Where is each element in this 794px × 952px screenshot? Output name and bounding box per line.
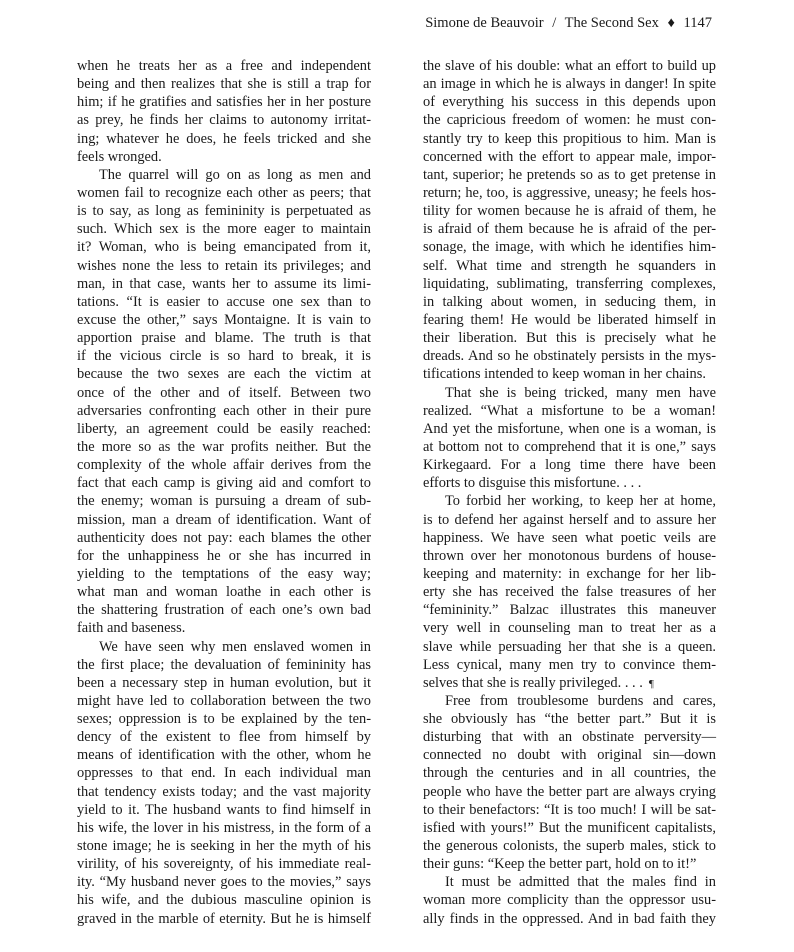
text-line-content: mission, man a dream of identification. Want of — [77, 511, 371, 528]
text-line-content: yield to it. The husband wants to find himself in — [77, 801, 371, 818]
text-line-content: the capricious freedom of women: he must con- — [423, 112, 716, 129]
text-line — [423, 420, 716, 438]
text-line-content: sexes; oppression is to be explained by the ten- — [77, 711, 371, 728]
text-line — [77, 148, 371, 166]
text-line — [77, 166, 371, 184]
text-line-content: dreads. And so he obstinately persists in the mys- — [423, 348, 716, 365]
text-line-content: isfied with yours!” But the munificent capitalists, — [423, 819, 716, 836]
text-line — [423, 674, 716, 692]
text-line — [423, 710, 716, 728]
text-line — [423, 638, 716, 656]
text-line-content: efforts to disguise this misfortune. . . . — [423, 475, 642, 492]
text-line-content: what man and woman loathe in each other is — [77, 584, 371, 601]
text-line — [77, 638, 371, 656]
text-line-content: their guns: “Keep the better part, hold on to it!” — [423, 856, 697, 873]
text-line — [77, 511, 371, 529]
text-line — [77, 130, 371, 148]
text-line-content: if the vicious circle is so hard to break, it is — [77, 348, 371, 365]
text-line-content: ally finds in the oppressed. And in bad faith they — [423, 910, 716, 927]
text-line — [77, 220, 371, 238]
header-author: Simone de Beauvoir — [425, 15, 544, 31]
text-line-content: that tendency exists today; and the vast majority — [77, 783, 371, 800]
text-line-content: feels wronged. — [77, 148, 162, 165]
text-line-content: ing; whatever he does, he feels tricked and she — [77, 130, 371, 147]
pilcrow-icon: ¶ — [648, 677, 654, 690]
text-line-content: oppresses to that end. In each individual man — [77, 765, 371, 782]
text-line — [77, 529, 371, 547]
text-line — [77, 347, 371, 365]
text-line-content: stone image; he is seeking in her the myth of his — [77, 838, 371, 855]
text-line-content: We have seen why men enslaved women in — [99, 638, 371, 655]
text-line-content: Kirkegaard. For a long time there have been — [423, 457, 716, 474]
text-line-content: women fail to recognize each other as peers; that — [77, 184, 371, 201]
text-line-content: an image in which he is always in danger! In spite — [423, 76, 716, 93]
text-line — [77, 365, 371, 383]
text-line-content: tations. “It is easier to accuse one sex than to — [77, 293, 371, 310]
text-line — [423, 855, 716, 873]
left-text-column — [77, 57, 371, 928]
text-line-content: when he treats her as a free and independent — [77, 58, 371, 74]
ornament-icon: ♦ — [667, 15, 675, 31]
text-line-content: yielding to the temptations of the easy way; — [77, 565, 371, 582]
text-line — [77, 728, 371, 746]
text-line-content: being and then realizes that she is still a trap for — [77, 76, 371, 93]
text-line — [77, 456, 371, 474]
text-line — [77, 819, 371, 837]
text-line-content: “femininity.” Balzac illustrates this maneuver — [423, 602, 716, 619]
text-line-content: means of identification with the other, whom he — [77, 747, 371, 764]
text-line-content: liberty, an agreement could be easily reached: — [77, 420, 371, 437]
text-line-content: Free from troublesome burdens and cares, — [445, 692, 716, 709]
text-line-content: people who have the better part are always crying — [423, 783, 716, 800]
text-line — [77, 801, 371, 819]
text-line-content: once of the other and of itself. Between two — [77, 384, 371, 401]
text-line — [77, 329, 371, 347]
text-line — [77, 402, 371, 420]
text-line — [423, 492, 716, 510]
text-line-content: apportion praise and blame. The truth is that — [77, 330, 371, 347]
text-line-content: woman more complicity than the oppressor usu- — [423, 892, 716, 909]
text-line — [423, 402, 716, 420]
text-line — [423, 601, 716, 619]
text-line — [77, 275, 371, 293]
text-line-content: through the centuries and in all countries, the — [423, 765, 716, 782]
text-line-content: connected no doubt with original sin—down — [423, 747, 716, 764]
text-line-content: it? Woman, who is being emancipated from it, — [77, 239, 371, 256]
text-line-content: very well in counseling man to treat her as a — [423, 620, 716, 637]
text-line — [423, 257, 716, 275]
text-line-content: is to say, as long as femininity is perpetuated as — [77, 203, 371, 220]
text-line — [423, 184, 716, 202]
text-line-content: the first place; the devaluation of femininity has — [77, 656, 371, 673]
text-line — [423, 837, 716, 855]
text-line — [77, 764, 371, 782]
text-line-content: the shattering frustration of each one’s own bad — [77, 602, 371, 619]
text-line-content: in talking about women, in seducing them, in — [423, 293, 716, 310]
text-line-content: been a necessary step in human evolution, but it — [77, 674, 371, 691]
text-line-content: That she is being tricked, many men have — [445, 384, 716, 401]
text-line — [77, 57, 371, 75]
text-line-content: their liberation. But this is precisely what he — [423, 330, 716, 347]
text-line — [423, 365, 716, 383]
text-line — [423, 583, 716, 601]
text-line-content: is to defend her against herself and to assure her — [423, 511, 716, 528]
text-line-content: graved in the marble of eternity. But he is himself — [77, 910, 371, 927]
text-line — [423, 728, 716, 746]
text-line — [423, 202, 716, 220]
text-line-content: sonage, the image, with which he identifies him- — [423, 239, 716, 256]
text-line — [77, 420, 371, 438]
text-line — [423, 293, 716, 311]
text-line-content: fact that each camp is giving aid and comfort to — [77, 475, 371, 492]
text-line — [423, 456, 716, 474]
text-line — [77, 692, 371, 710]
text-line — [423, 148, 716, 166]
text-line-content: tant, superior; he pretends so as to get pretense in — [423, 166, 716, 183]
text-line-content: to their benefactors: “It is too much! I will be sat- — [423, 801, 716, 818]
text-line — [77, 238, 371, 256]
text-line — [77, 565, 371, 583]
text-line — [423, 529, 716, 547]
text-line-content: slave while persuading her that she is a queen. — [423, 638, 716, 655]
text-line-content: dency of the existent to flee from himself by — [77, 729, 371, 746]
text-line — [77, 492, 371, 510]
text-line-content: liquidating, sublimating, transferring complexes, — [423, 275, 716, 292]
text-line — [77, 184, 371, 202]
text-line-content: his wife, the lover in his mistress, in the form of a — [77, 819, 371, 836]
text-line-content: the more so as the war profits neither. But the — [77, 438, 371, 455]
text-line-content: man, in that case, wants her to assume its limi- — [77, 275, 371, 292]
text-line — [77, 837, 371, 855]
right-text-column — [423, 57, 716, 928]
text-line-content: return; he, too, is aggressive, uneasy; he feels hos- — [423, 184, 716, 201]
text-line-content: fearing them! He would be liberated himself in — [423, 311, 716, 328]
text-line-content: might have led to collaboration between the two — [77, 692, 371, 709]
text-line — [77, 873, 371, 891]
text-line-content: And yet the misfortune, when one is a woman, is — [423, 420, 716, 437]
text-line-content: such. Which sex is the more eager to maintain — [77, 221, 371, 238]
text-line-content: It must be admitted that the males find in — [445, 874, 716, 891]
text-line — [423, 656, 716, 674]
text-line-content: the slave of his double: what an effort to build up — [423, 58, 716, 74]
text-line — [77, 783, 371, 801]
text-line — [77, 93, 371, 111]
text-line — [77, 891, 371, 909]
text-line-content: for the unhappiness he or she has incurred in — [77, 547, 371, 564]
text-line — [423, 873, 716, 891]
text-line-content: she obviously has “the better part.” But it is — [423, 711, 716, 728]
text-line — [77, 710, 371, 728]
text-line-content: thrown over her monotonous burdens of house- — [423, 547, 716, 564]
header-separator: / — [552, 15, 557, 31]
text-line — [423, 275, 716, 293]
text-line-content: tility for women because he is afraid of them, he — [423, 203, 716, 220]
text-line — [77, 674, 371, 692]
text-line — [423, 75, 716, 93]
text-line-content: disturbing that with an obstinate perversity— — [423, 729, 716, 746]
text-line — [423, 347, 716, 365]
text-line — [423, 93, 716, 111]
running-header — [425, 15, 712, 32]
text-line-content: authenticity does not pay: each blames the other — [77, 529, 371, 546]
text-line — [423, 819, 716, 837]
text-line-content: self. What time and strength he squanders in — [423, 257, 716, 274]
text-line — [423, 783, 716, 801]
text-line — [77, 257, 371, 275]
text-line — [77, 75, 371, 93]
text-line-content: selves that she is really privileged. . . . — [423, 674, 643, 691]
text-line — [77, 910, 371, 928]
text-line-content: stantly try to keep this propitious to him. Man is — [423, 130, 716, 147]
text-line-content: complexity of the whole affair derives from the — [77, 457, 371, 474]
text-line-content: of everything his success in this depends upon — [423, 94, 716, 111]
text-line-content: the generous colonists, the superb males, stick to — [423, 838, 716, 855]
text-line — [423, 384, 716, 402]
text-line-content: excuse the other,” says Montaigne. It is vain to — [77, 311, 371, 328]
text-line — [423, 619, 716, 637]
text-line-content: is afraid of them because he is afraid of the per- — [423, 221, 716, 238]
text-line-content: To forbid her working, to keep her at home, — [445, 493, 716, 510]
text-line — [423, 746, 716, 764]
text-line — [423, 438, 716, 456]
text-line — [423, 764, 716, 782]
text-line-content: Less cynical, many men try to convince them- — [423, 656, 716, 673]
text-line-content: virility, of his sovereignty, of his immediate real- — [77, 856, 371, 873]
text-line — [77, 293, 371, 311]
text-line — [423, 474, 716, 492]
text-line — [77, 111, 371, 129]
text-line — [423, 511, 716, 529]
text-line — [423, 910, 716, 928]
text-line — [77, 384, 371, 402]
text-line — [423, 238, 716, 256]
text-line — [77, 202, 371, 220]
text-line — [77, 601, 371, 619]
text-line — [77, 547, 371, 565]
text-line — [77, 438, 371, 456]
text-line-content: realized. “What a misfortune to be a woman! — [423, 402, 716, 419]
text-line — [77, 583, 371, 601]
text-line — [77, 855, 371, 873]
text-line-content: erty she has received the false treasures of her — [423, 584, 716, 601]
text-line-content: the enemy; woman is pursuing a dream of sub- — [77, 493, 371, 510]
text-line-content: his wife, and the dubious masculine opinion is — [77, 892, 371, 909]
page-number: 1147 — [683, 15, 712, 31]
text-line — [77, 746, 371, 764]
text-line-content: faith and baseness. — [77, 620, 186, 637]
text-line-content: at bottom not to comprehend that it is one,” says — [423, 438, 716, 455]
text-line — [423, 166, 716, 184]
text-line — [423, 220, 716, 238]
header-book-title: The Second Sex — [564, 15, 659, 31]
text-line-content: as prey, he finds her claims to autonomy irritat- — [77, 112, 371, 129]
text-line — [423, 891, 716, 909]
text-line — [77, 311, 371, 329]
text-line-content: adversaries confronting each other in their pure — [77, 402, 371, 419]
text-line-content: him; if he gratifies and satisfies her in her posture — [77, 94, 371, 111]
text-line — [423, 329, 716, 347]
text-line — [77, 474, 371, 492]
text-line — [423, 565, 716, 583]
text-line — [423, 547, 716, 565]
text-line-content: ity. “My husband never goes to the movies,” says — [77, 874, 371, 891]
text-line-content: The quarrel will go on as long as men and — [99, 166, 371, 183]
text-line-content: keeping and maternity: in exchange for her lib- — [423, 565, 716, 582]
text-line-content: concerned with the effort to appear male, impor- — [423, 148, 716, 165]
text-line — [423, 311, 716, 329]
text-line — [423, 130, 716, 148]
text-line-content: happiness. We have seen what poetic veils are — [423, 529, 716, 546]
text-line — [423, 692, 716, 710]
text-line — [423, 57, 716, 75]
text-line-content: tifications intended to keep woman in her chains. — [423, 366, 706, 383]
text-line — [77, 619, 371, 637]
text-line — [77, 656, 371, 674]
text-line-content: wishes none the less to retain its privileges; and — [77, 257, 371, 274]
text-line — [423, 111, 716, 129]
text-line — [423, 801, 716, 819]
text-line-content: because the two sexes are each the victim at — [77, 366, 371, 383]
